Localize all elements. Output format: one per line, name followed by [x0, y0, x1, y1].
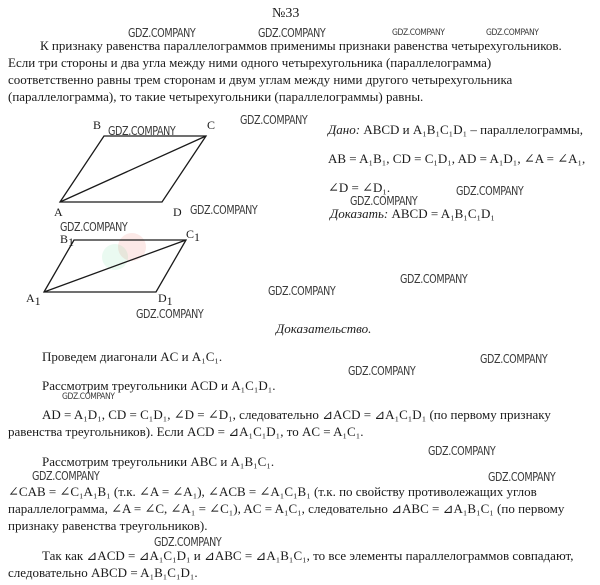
watermark: GDZ.COMPANY [60, 220, 128, 234]
given-text-1: ABCD и A₁B₁C₁D₁ – параллелограммы, [363, 122, 584, 137]
watermark: GDZ.COMPANY [488, 470, 556, 484]
intro-line-2: Если три стороны и два угла между ними одного четырехугольника (параллелограмма) [8, 55, 492, 70]
page-title: №33 [272, 6, 300, 21]
watermark: GDZ.COMPANY [128, 26, 196, 40]
watermark: GDZ.COMPANY [350, 194, 418, 208]
vertex-d-label: D [173, 205, 182, 219]
vertex-a1-label: A1 [26, 291, 41, 308]
prove-label: Доказать: [330, 206, 389, 221]
watermark: GDZ.COMPANY [456, 184, 524, 198]
vertex-a-label: A [54, 205, 63, 219]
proof-paragraph-3b: равенства треугольников). Если ACD = ⊿A₁C₁D₁, то AC = A₁C₁. [8, 424, 364, 439]
intro-line-4: (параллелограмма), то такие четырехугольники (параллелограммы) равны. [8, 89, 424, 104]
vertex-b1-label: B1 [60, 232, 75, 249]
watermark: GDZ.COMPANY [428, 444, 496, 458]
watermark: GDZ.COMPANY [400, 272, 468, 286]
given-line-3: ∠D = ∠D₁. [328, 180, 391, 195]
given-line-2: AB = A₁B₁, CD = C₁D₁, AD = A₁D₁, ∠A = ∠A₁, [328, 151, 586, 166]
watermark: GDZ.COMPANY [108, 124, 176, 138]
watermark: GDZ.COMPANY [258, 26, 326, 40]
watermark: GDZ.COMPANY [268, 284, 336, 298]
watermark: GDZ.COMPANY [190, 203, 258, 217]
watermark: GDZ.COMPANY [136, 307, 204, 321]
proof-paragraph-6b: следовательно ABCD = A₁B₁C₁D₁. [8, 565, 198, 580]
proof-paragraph-4: Рассмотрим треугольники ABC и A₁B₁C₁. [42, 454, 275, 469]
intro-line-1: К признаку равенства параллелограммов применимы признаки равенства четырехугольников. [40, 38, 562, 53]
given-line-1 [328, 121, 583, 138]
watermark: GDZ.COMPANY [480, 352, 548, 366]
vertex-b-label: B [93, 118, 102, 132]
vertex-c1-label: C1 [186, 227, 201, 244]
watermark: GDZ.COMPANY [348, 364, 416, 378]
proof-paragraph-1: Проведем диагонали AC и A₁C₁. [42, 349, 223, 364]
proof-paragraph-5a: ∠CAB = ∠C₁A₁B₁ (т.к. ∠A = ∠A₁), ∠ACB = ∠A₁C₁B₁ (т.к. по свойству противолежащих углов [8, 484, 537, 499]
intro-line-3: соответственно равны трем сторонам и двум углам между ними другого четырехугольника [8, 72, 513, 87]
proof-paragraph-3a: AD = A₁D₁, CD = C₁D₁, ∠D = ∠D₁, следовательно ⊿ACD = ⊿A₁C₁D₁ (по первому признаку [42, 407, 551, 422]
vertex-c-label: C [207, 118, 216, 132]
watermark: GDZ.COMPANY [486, 28, 539, 38]
proof-paragraph-5c: признаку равенства треугольников). [8, 518, 208, 533]
watermark: GDZ.COMPANY [392, 28, 445, 38]
prove-text: ABCD = A₁B₁C₁D₁ [391, 206, 495, 221]
watermark: GDZ.COMPANY [32, 469, 100, 483]
given-label: Дано: [328, 122, 361, 137]
watermark: GDZ.COMPANY [240, 113, 308, 127]
watermark: GDZ.COMPANY [154, 535, 222, 549]
proof-paragraph-2: Рассмотрим треугольники ACD и A₁C₁D₁. [42, 378, 276, 393]
parallelogram-figures [20, 112, 250, 327]
proof-paragraph-5b: параллелограмма, ∠A = ∠C, ∠A₁ = ∠C₁), AC = A₁C₁, следовательно ⊿ABC = ⊿A₁B₁C₁ (по первому [8, 501, 565, 516]
proof-heading: Доказательство. [276, 321, 372, 336]
proof-paragraph-6a: Так как ⊿ACD = ⊿A₁C₁D₁ и ⊿ABC = ⊿A₁B₁C₁, то все элементы параллелограммов совпадают, [42, 548, 574, 563]
vertex-d1-label: D1 [158, 291, 173, 308]
watermark: GDZ.COMPANY [62, 392, 115, 402]
